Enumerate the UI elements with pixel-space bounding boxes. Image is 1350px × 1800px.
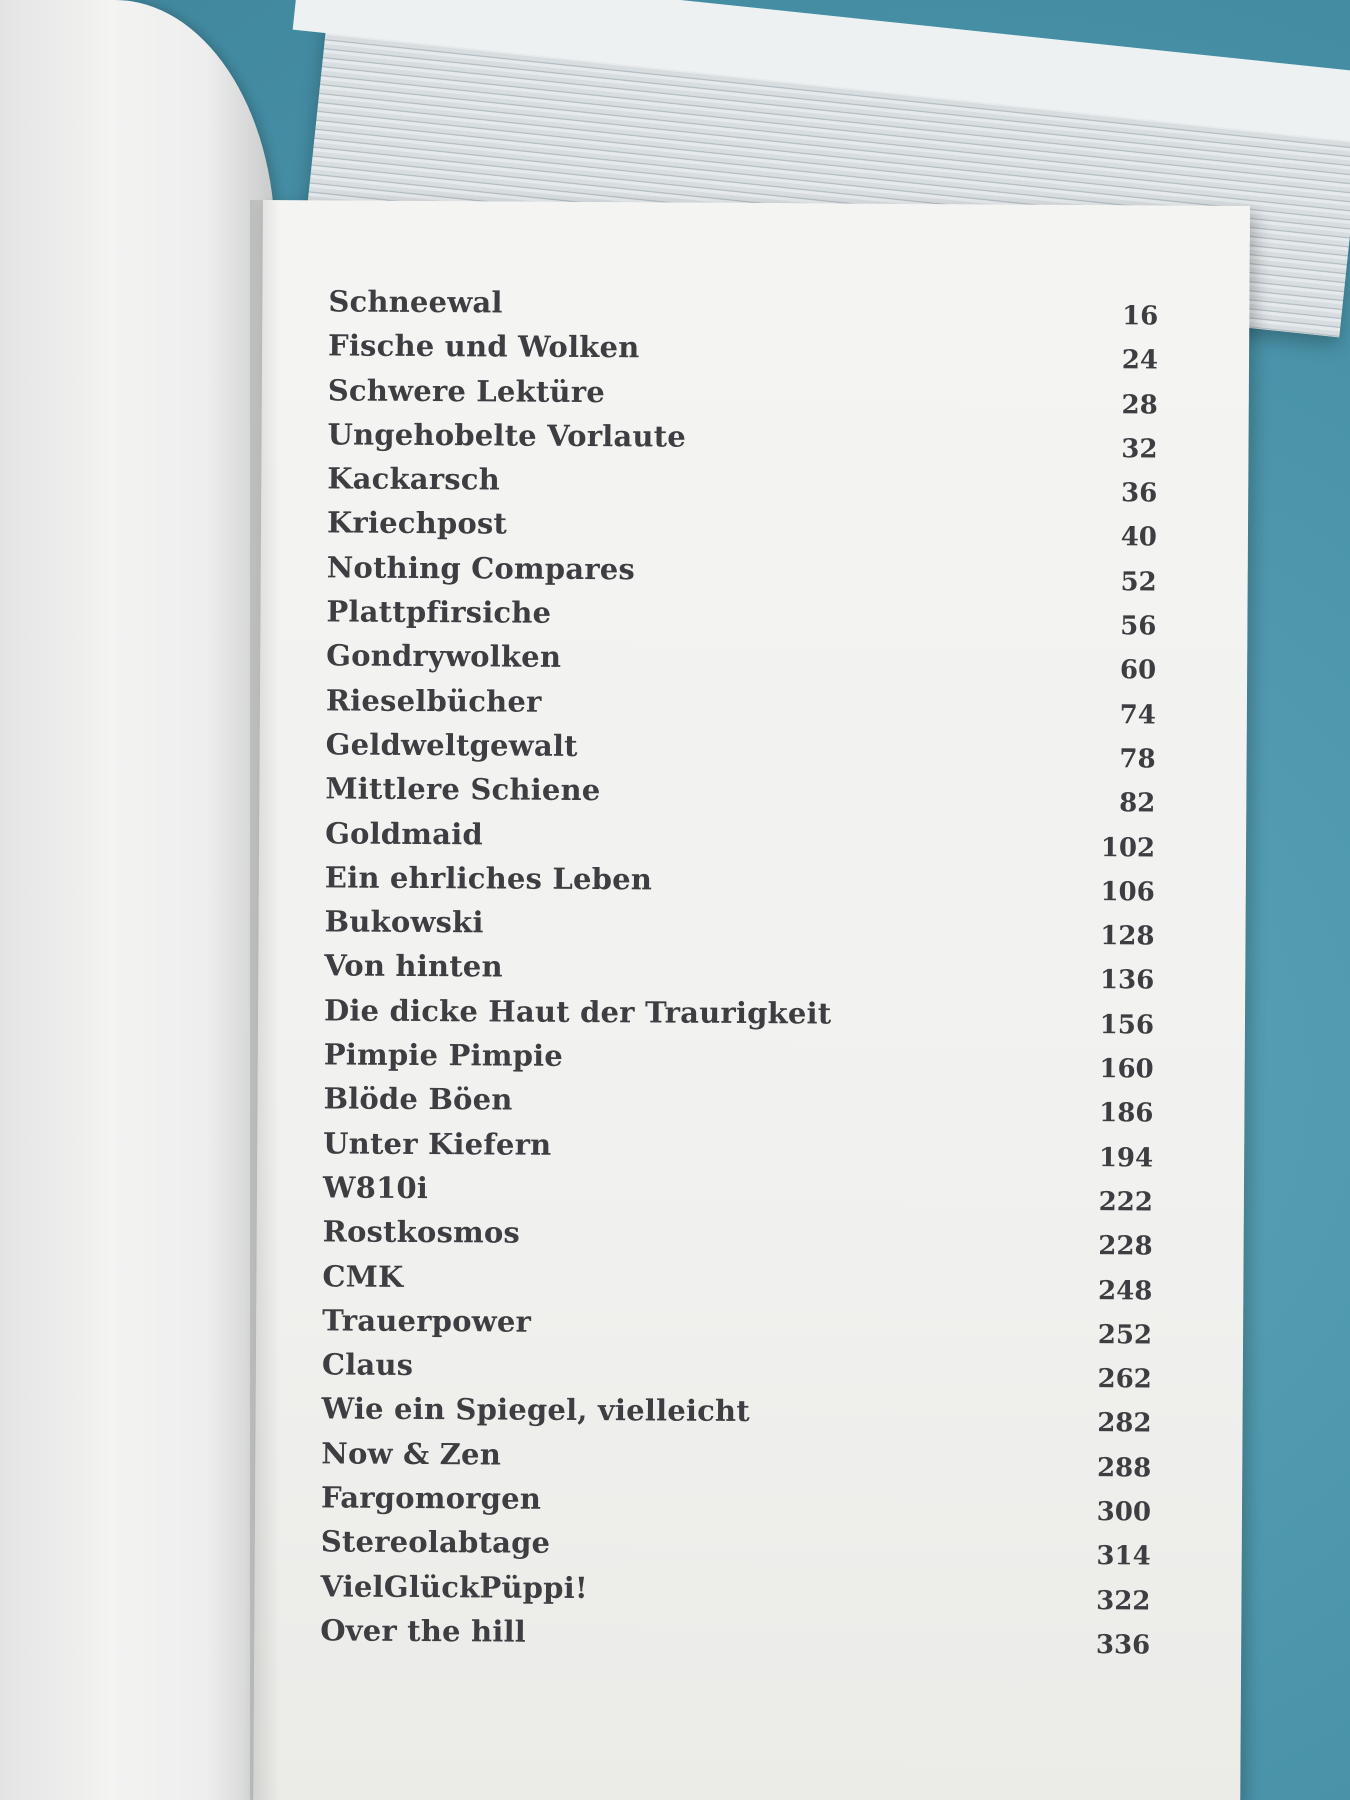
toc-entry	[321, 1480, 1151, 1529]
toc-entry-page-number: 228	[1098, 1231, 1153, 1262]
toc-entry-title: Schwere Lektüre	[327, 372, 606, 409]
toc-entry-page-number: 300	[1096, 1497, 1152, 1528]
toc-entry-title: Fische und Wolken	[328, 328, 640, 365]
toc-entry-page-number: 128	[1100, 921, 1155, 952]
toc-entry	[324, 1037, 1154, 1086]
left-page	[0, 0, 275, 1800]
toc-entry	[325, 816, 1155, 865]
toc-entry-page-number: 82	[1119, 788, 1156, 819]
toc-entry	[320, 1613, 1150, 1662]
toc-entry-title: Von hinten	[324, 948, 503, 984]
toc-entry-title: Gondrywolken	[326, 638, 562, 675]
toc-entry-title: Kackarsch	[327, 461, 501, 497]
toc-entry-page-number: 322	[1096, 1585, 1151, 1617]
toc-entry-page-number: 16	[1122, 301, 1159, 332]
toc-entry-title: W810i	[322, 1170, 429, 1205]
contents-page	[253, 200, 1250, 1800]
toc-entry	[322, 1259, 1152, 1308]
toc-entry	[325, 772, 1155, 821]
toc-entry	[320, 1569, 1150, 1618]
toc-entry-title: Nothing Compares	[326, 550, 636, 587]
toc-entry	[321, 1392, 1151, 1441]
toc-entry	[325, 860, 1155, 909]
toc-entry-title: Now & Zen	[321, 1436, 502, 1472]
toc-entry-title: Claus	[321, 1347, 414, 1383]
toc-entry	[326, 594, 1156, 643]
toc-entry-title: Over the hill	[320, 1613, 527, 1649]
toc-entry	[326, 639, 1156, 688]
toc-entry-title: Goldmaid	[325, 815, 484, 851]
toc-entry-page-number: 60	[1119, 655, 1157, 686]
toc-entry-title: CMK	[322, 1258, 404, 1294]
toc-entry-title: Rieselbücher	[325, 683, 542, 719]
toc-entry-page-number: 40	[1120, 522, 1158, 553]
toc-entry	[324, 905, 1154, 954]
toc-entry-title: Ungehobelte Vorlaute	[327, 417, 687, 454]
toc-entry-title: VielGlückPüppi!	[320, 1568, 588, 1605]
toc-entry	[323, 1215, 1153, 1264]
toc-entry-page-number: 160	[1099, 1054, 1154, 1085]
toc-entry	[321, 1436, 1151, 1485]
toc-entry-page-number: 106	[1100, 876, 1155, 908]
toc-entry-title: Trauerpower	[322, 1303, 532, 1339]
toc-entry-page-number: 32	[1121, 434, 1158, 465]
toc-entry	[326, 683, 1156, 732]
toc-entry	[323, 1170, 1153, 1219]
toc-entry-title: Pimpie Pimpie	[323, 1037, 564, 1073]
toc-entry-title: Bukowski	[324, 904, 484, 940]
toc-entry-page-number: 102	[1100, 832, 1156, 864]
toc-entry-page-number: 262	[1097, 1364, 1152, 1395]
toc-entry	[327, 506, 1157, 555]
toc-entry	[328, 284, 1158, 333]
toc-entry-page-number: 56	[1120, 611, 1157, 642]
toc-entry	[327, 550, 1157, 599]
toc-entry-page-number: 78	[1119, 744, 1156, 775]
table-of-contents	[320, 284, 1158, 1662]
toc-entry-page-number: 74	[1119, 699, 1156, 731]
toc-entry-title: Unter Kiefern	[323, 1126, 552, 1162]
toc-entry-title: Geldweltgewalt	[325, 727, 578, 763]
toc-entry	[327, 462, 1157, 511]
toc-entry-title: Ein ehrliches Leben	[324, 860, 653, 897]
toc-entry-page-number: 252	[1097, 1319, 1153, 1351]
toc-entry	[324, 949, 1154, 998]
toc-entry-title: Blöde Böen	[323, 1081, 513, 1117]
toc-entry-page-number: 186	[1099, 1098, 1154, 1129]
toc-entry	[328, 373, 1158, 422]
toc-entry	[327, 417, 1157, 466]
toc-entry	[321, 1525, 1151, 1574]
toc-entry-title: Mittlere Schiene	[325, 771, 601, 808]
toc-entry-page-number: 336	[1095, 1630, 1151, 1661]
toc-entry	[323, 1082, 1153, 1131]
toc-entry-page-number: 28	[1121, 389, 1158, 421]
toc-entry-page-number: 136	[1099, 965, 1155, 996]
toc-entry	[322, 1348, 1152, 1397]
toc-entry-page-number: 194	[1098, 1142, 1154, 1174]
toc-entry-title: Schneewal	[328, 284, 503, 320]
toc-entry-page-number: 52	[1120, 567, 1157, 598]
toc-entry	[326, 727, 1156, 776]
book-gutter	[250, 200, 280, 1800]
toc-entry-page-number: 156	[1099, 1009, 1155, 1041]
toc-entry-page-number: 222	[1098, 1187, 1153, 1218]
toc-entry-title: Stereolabtage	[320, 1524, 551, 1561]
toc-entry	[324, 993, 1154, 1042]
toc-entry-page-number: 314	[1096, 1541, 1151, 1572]
toc-entry-page-number: 36	[1120, 478, 1158, 509]
toc-entry-title: Plattpfirsiche	[326, 594, 552, 630]
toc-entry-title: Fargomorgen	[320, 1480, 542, 1516]
toc-entry-title: Wie ein Spiegel, vielleicht	[321, 1391, 750, 1429]
toc-entry	[328, 329, 1158, 378]
toc-entry	[322, 1303, 1152, 1352]
toc-entry	[323, 1126, 1153, 1175]
toc-entry-page-number: 282	[1097, 1408, 1152, 1439]
toc-entry-page-number: 288	[1096, 1452, 1152, 1484]
toc-entry-title: Kriechpost	[326, 505, 508, 541]
toc-entry-page-number: 248	[1097, 1275, 1153, 1306]
toc-entry-title: Rostkosmos	[322, 1214, 521, 1250]
toc-entry-title: Die dicke Haut der Traurigkeit	[323, 993, 832, 1031]
toc-entry-page-number: 24	[1121, 345, 1159, 376]
